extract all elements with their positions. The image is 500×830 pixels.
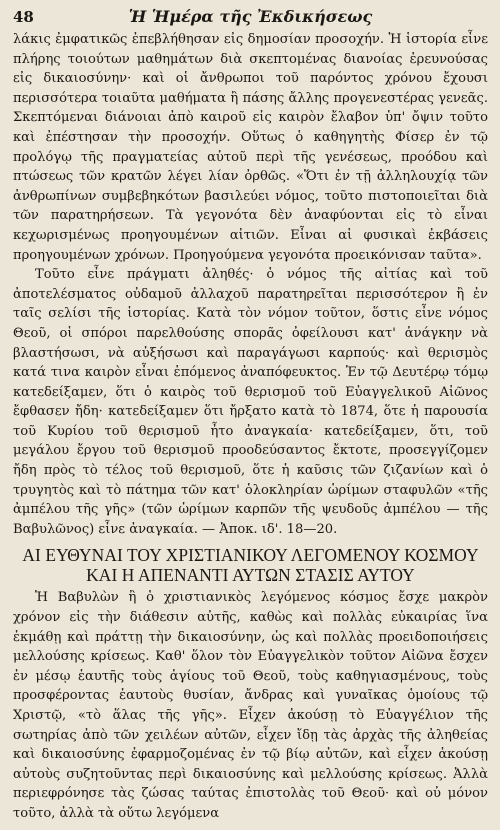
- running-title: Ἡ Ἡμέρα τῆς Ἐκδικήσεως: [128, 7, 373, 26]
- section-heading: [13, 545, 488, 585]
- paragraph-babylon: Ἡ Βαβυλὼν ἢ ὁ χριστιανικὸς λεγόμενος κόσμος ἔσχε μακρὸν χρόνον εἰς τὴν διάθεσιν αὐτῆς, καθὼς καὶ πολλὰς εὐκαιρίας ἵνα ἐκμάθῃ καὶ πράττῃ τὴν δικαιοσύνην, ὡς καὶ πολλὰς προειδοποιήσεις μελλούσης κρίσεως. Καθ' ὅλον τὸν Εὐαγγελικὸν τοῦτον Αἰῶνα ἔσχεν ἐν μέσῳ ἑαυτῆς τοὺς ἁγίους τοῦ Θεοῦ, τοὺς καθηγιασμένους, τοὺς προσφέροντας ἑαυτοὺς θυσίαν, ἄνδρας καὶ γυναῖκας ὁμοίους τῷ Χριστῷ, «τὸ ἅλας τῆς γῆς». Εἶχεν ἀκούσῃ τὸ Εὐαγγέλιον τῆς σωτηρίας ἀπὸ τῶν χειλέων αὐτῶν, εἶχεν ἴδῃ τὰς ἀρχὰς τῆς ἀληθείας καὶ δικαιοσύνης ἐφαρμοζομένας ἐν τῷ βίῳ αὐτῶν, καὶ εἶχεν ἀκούσῃ αὐτοὺς συζητοῦντας περὶ δικαιοσύνης καὶ μελλούσης κρίσεως. Ἀλλὰ περιεφρόνησε τὰς ζώσας ταύτας ἐπιστολὰς τοῦ Θεοῦ· καὶ οὐ μόνον τοῦτο, ἀλλὰ τὰ οὕτω λεγόμενα: [13, 590, 488, 821]
- paragraph-law-of-cause: Τοῦτο εἶνε πράγματι ἀληθές· ὁ νόμος τῆς αἰτίας καὶ τοῦ ἀποτελέσματος οὐδαμοῦ ἀλλαχοῦ παρατηρεῖται περισσότερον ἢ ἐν ταῖς σελίσι τῆς ἱστορίας. Κατὰ τὸν νόμον τοῦτον, ὅστις εἶνε νόμος Θεοῦ, οἱ σπόροι παρελθούσης σπορᾶς ὀφείλουσι κατ' ἀνάγκην νὰ βλαστήσωσι, νὰ αὐξήσωσι καὶ παραγάγωσι καρπούς· καὶ θερισμὸς κατά τινα καιρὸν εἶναι ἐπόμενος ἀναπόφευκτος. Ἐν τῷ Δευτέρῳ τόμῳ κατεδείξαμεν, ὅτι ὁ καιρὸς τοῦ θερισμοῦ τοῦ Εὐαγγελικοῦ Αἰῶνος ἔφθασεν ἤδη· κατεδείξαμεν ὅτι ἤρξατο κατὰ τὸ 1874, ὅτε ἡ παρουσία τοῦ Κυρίου τοῦ θερισμοῦ ἦτο ἀναγκαία· κατεδείξαμεν, ὅτι, τοῦ μεγάλου ἔργου τοῦ θερισμοῦ προοδεύσαντος ἔκτοτε, προσεγγίζομεν ἤδη πρὸς τὸ τέλος τοῦ θερισμοῦ, ὅτε ἡ καῦσις τῶν ζιζανίων καὶ ὁ τρυγητὸς καὶ τὸ πάτημα τῶν κατ' ὁλοκληρίαν ὡρίμων σταφυλῶν «τῆς ἀμπέλου τῆς γῆς» (τῶν ὡρίμων καρπῶν τῆς ψευδοῦς ἀμπέλου — τῆς Βαβυλῶνος) εἶνε ἀναγκαία. — Ἀποκ. ιδ'. 18—20.: [13, 267, 488, 537]
- page-number: 48: [13, 8, 34, 26]
- paragraph-continuation: λάκις ἐμφατικῶς ἐπεβλήθησαν εἰς δημοσίαν προσοχήν. Ἡ ἱστορία εἶνε πλήρης τοιούτων μαθημάτων διὰ σκεπτομένας διανοίας ἐρευνούσας εἰς δικαιοσύνην· καὶ οἱ ἄνθρωποι τοῦ παρόντος χρόνου ἔχουσι περισσότερα τοιαῦτα μαθήματα ἢ πάσης ἄλλης προγενεστέρας γενεᾶς. Σκεπτόμεναι διάνοιαι ἀπὸ καιροῦ εἰς καιρὸν ἔλαβον ὑπ' ὄψιν τοῦτο καὶ ἐπέστησαν τὴν προσοχήν. Οὕτως ὁ καθηγητὴς Φίσερ ἐν τῷ προλόγῳ τῆς πραγματείας αὐτοῦ περὶ τῆς γενέσεως, προόδου καὶ πτώσεως τῶν κρατῶν λέγει λίαν ὀρθῶς. «Ὅτι ἐν τῇ ἀλληλουχίᾳ τῶν ἀνθρωπίνων συμβεβηκότων βασιλεύει νόμος, τοῦτο πιστοποιεῖται διὰ τῶν παρατηρήσεων. Τὰ γεγονότα δὲν ἀναφύονται εἰς τὸ εἶναι κεχωρισμένως προηγουμένων αἰτιῶν. Εἶναι αἱ φυσικαὶ ἐκβάσεις προηγουμένων χρόνων. Προηγούμενα γεγονότα προεικόνισαν ταῦτα».: [13, 32, 488, 263]
- section-heading-line1: ΑΙ ΕΥΘΥΝΑΙ ΤΟΥ ΧΡΙΣΤΙΑΝΙΚΟΥ ΛΕΓΟΜΕΝΟΥ ΚΟΣΜΟΥ: [22, 545, 479, 566]
- page-header: [13, 4, 488, 30]
- section-heading-line2: ΚΑΙ Η ΑΠΕΝΑΝΤΙ ΑΥΤΩΝ ΣΤΑΣΙΣ ΑΥΤΟΥ: [86, 565, 415, 586]
